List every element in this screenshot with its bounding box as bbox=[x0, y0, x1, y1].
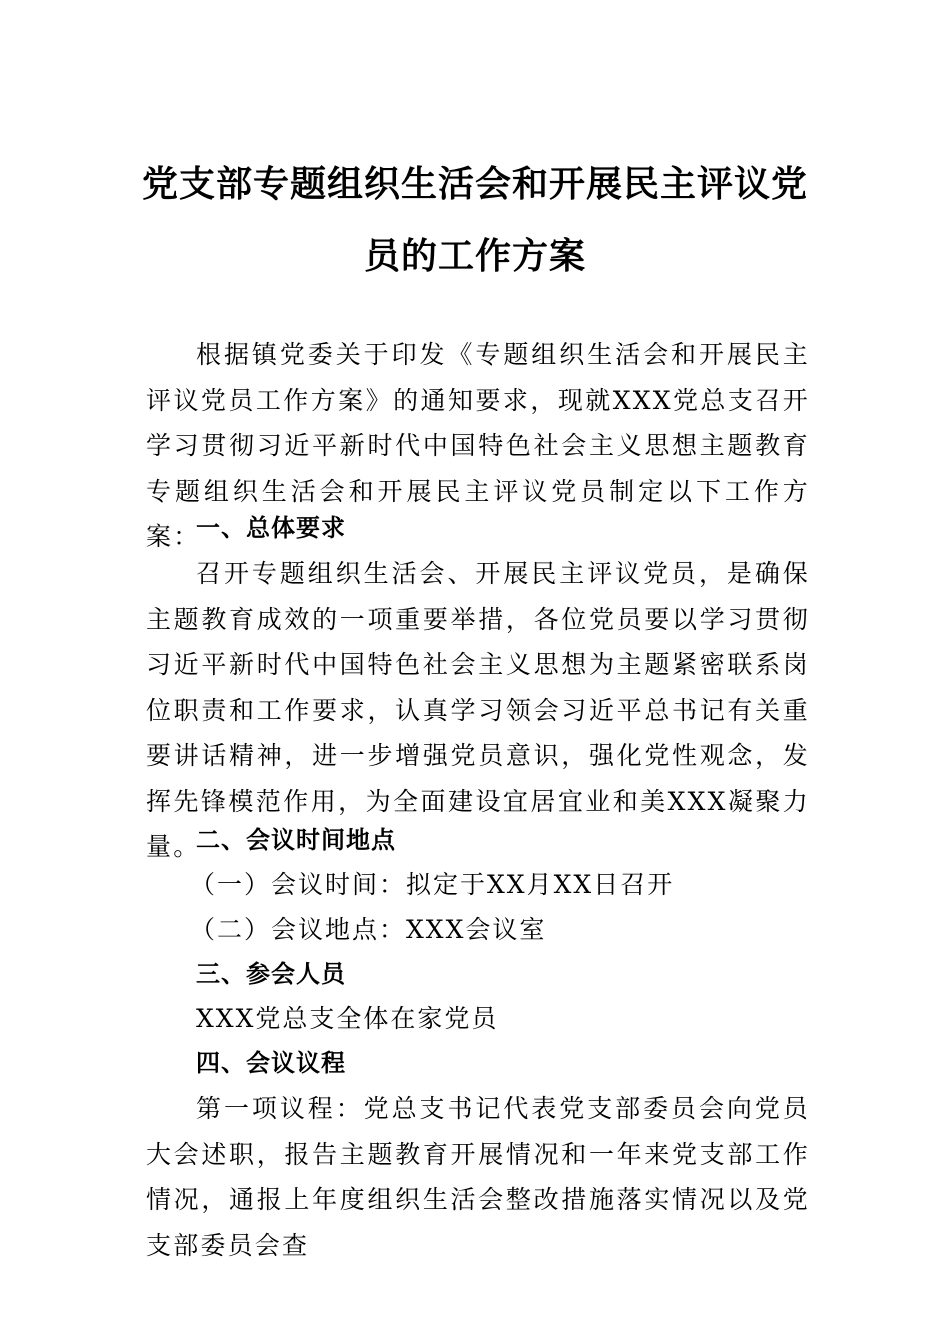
participants-text: XXX党总支全体在家党员 bbox=[196, 1004, 499, 1033]
document-title-line-2: 员的工作方案 bbox=[363, 235, 586, 277]
meeting-location-item: （二）会议地点：XXX会议室 bbox=[190, 915, 547, 944]
intro-paragraph: 根据镇党委关于印发《专题组织生活会和开展民主评议党员工作方案》的通知要求，现就XXX党总支召开学习贯彻习近平新时代中国特色社会主义思想主题教育专题组织生活会和开展民主评议党员制定以下工作方案： bbox=[146, 340, 810, 551]
section-4-paragraph: 第一项议程：党总支书记代表党支部委员会向党员大会述职，报告主题教育开展情况和一年来党支部工作情况，通报上年度组织生活会整改措施落实情况以及党支部委员会查 bbox=[146, 1094, 810, 1260]
section-2-heading: 二、会议时间地点 bbox=[196, 826, 396, 854]
section-4-heading: 四、会议议程 bbox=[196, 1049, 346, 1077]
section-1-paragraph: 召开专题组织生活会、开展民主评议党员，是确保主题教育成效的一项重要举措，各位党员要以学习贯彻习近平新时代中国特色社会主义思想为主题紧密联系岗位职责和工作要求，认真学习领会习近平总书记有关重要讲话精神，进一步增强党员意识，强化党性观念，发挥先锋模范作用，为全面建设宜居宜业和美XXX凝聚力量。 bbox=[146, 559, 810, 861]
section-1-heading: 一、总体要求 bbox=[196, 514, 346, 542]
section-3-heading: 三、参会人员 bbox=[196, 960, 346, 988]
meeting-time-item: （一）会议时间：拟定于XX月XX日召开 bbox=[190, 870, 675, 899]
document-title-line-1: 党支部专题组织生活会和开展民主评议党 bbox=[141, 163, 808, 205]
